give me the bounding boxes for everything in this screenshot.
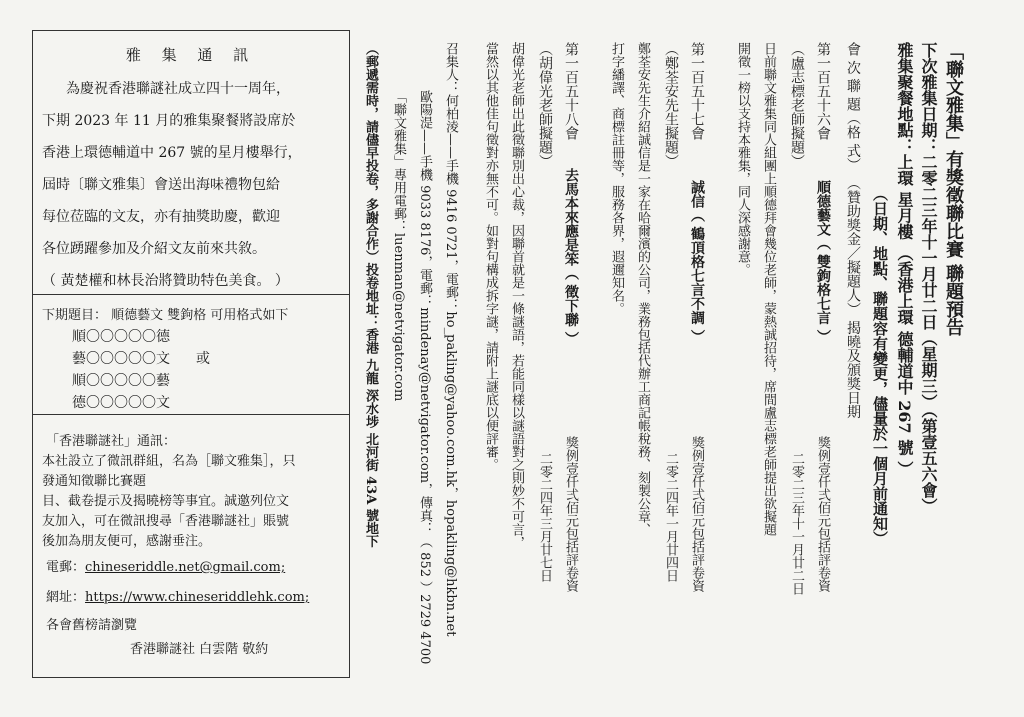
notice-line-5: 每位莅臨的文友，亦有抽獎助慶，歡迎 bbox=[42, 209, 280, 225]
club-line-6: 後加為朋友便可，感謝垂注。 bbox=[42, 534, 212, 549]
email-link[interactable]: chineseriddle.net@gmail.com; bbox=[85, 560, 286, 575]
session-157-topic: 誠信（ 鶴頂格七言不調 ） bbox=[689, 180, 705, 344]
session-157-by: （鄭荃安先生擬題） bbox=[663, 42, 679, 168]
signature: 香港聯謎社 白雲階 敬約 bbox=[130, 642, 269, 657]
notice-line-3: 香港上環德輔道中 267 號的星月樓舉行， bbox=[42, 145, 302, 161]
session-156-prize: 獎例壹仟弍佰元包括評卷資 bbox=[815, 436, 830, 592]
change-note: （日期、地點、聯題容有變更，儘量於一個月前通知） bbox=[871, 186, 889, 546]
notice-line-4: 屆時〔聯文雅集〕會送出海味禮物包給 bbox=[42, 177, 280, 193]
format-row-4: 德〇〇〇〇〇文 bbox=[72, 395, 170, 411]
format-row-2: 藝〇〇〇〇〇文 bbox=[72, 351, 170, 367]
club-line-2: 本社設立了微訊群組，名為［聯文雅集］，只 bbox=[42, 454, 296, 469]
session-158-text-2: 當然以其他佳句徵對亦無不可。如對句構成拆字謎，請附上謎底以便評審。 bbox=[483, 42, 498, 471]
web-link[interactable]: https://www.chineseriddlehk.com; bbox=[85, 590, 310, 605]
announcement-title: 「聯文雅集」有獎徵聯比賽 聯題預告 bbox=[943, 42, 964, 337]
email-row bbox=[46, 556, 285, 575]
session-157-text-2: 打字繙譯、商標註冊等，服務各界，遐邇知名。 bbox=[609, 42, 624, 315]
notice-line-6: 各位踴躍參加及介紹文友前來共敘。 bbox=[42, 241, 266, 257]
session-158-date: 二零二四年三月廿七日 bbox=[537, 452, 552, 582]
session-158-prize: 獎例壹仟弍佰元包括評卷資 bbox=[563, 436, 578, 592]
archive-note: 各會舊榜請瀏覽 bbox=[46, 618, 138, 633]
notice-line-1: 為慶祝香港聯謎社成立四十一周年， bbox=[66, 81, 290, 97]
session-156-date: 二零二三年十一月廿二日 bbox=[789, 452, 804, 595]
venue: 雅集聚餐地點：上環 星月樓 （香港上環 德輔道中 267 號 ） bbox=[895, 42, 914, 477]
session-158-text-1: 胡偉光老師出此徵聯別出心裁，因聯首就是一條謎語，若能同樣以謎語對之則妙不可言， bbox=[509, 42, 524, 549]
notice-line-7: （ 黃楚權和林長治將贊助特色美食。 ） bbox=[42, 273, 289, 289]
column-headers: 會 次 聯 題（格 式） （贊助獎金／擬題人） 揭曉及頒獎日期 bbox=[845, 42, 861, 419]
postal-address: （郵遞需時，請儘早投卷，多謝合作）投卷地址：香港 九龍 深水埗 北河街 43A 號地下 bbox=[363, 42, 378, 548]
divider-2 bbox=[32, 414, 350, 415]
session-157-date: 二零二四年一月廿四日 bbox=[663, 452, 678, 582]
email-label: 電郵： bbox=[46, 560, 86, 575]
club-line-5: 友加入，可在微訊搜尋「香港聯謎社」賬號 bbox=[42, 514, 290, 529]
format-row-1: 順〇〇〇〇〇德 bbox=[72, 329, 170, 345]
web-row bbox=[46, 586, 309, 605]
divider-1 bbox=[32, 294, 350, 295]
session-158-by: （胡偉光老師擬題） bbox=[537, 42, 553, 168]
club-line-1: 「香港聯謎社」通訊： bbox=[46, 434, 177, 449]
format-or: 或 bbox=[196, 351, 210, 367]
convenor-1: 召集人：何柏淩——手機 9416 0721，電郵：ho_pakling@yahoo.com.hk，hopakling@hkbn.net bbox=[443, 42, 458, 637]
dedicated-email: 「聯文雅集」專用電郵：luenman@netvigator.com bbox=[391, 90, 406, 402]
format-title: 下期題目： 順德藝文 雙鉤格 可用格式如下 bbox=[42, 308, 289, 323]
club-line-4: 目、截卷提示及揭曉榜等事宜。誠邀列位文 bbox=[42, 494, 290, 509]
club-line-3: 發通知徵聯比賽題 bbox=[42, 474, 147, 489]
web-label: 網址： bbox=[46, 590, 86, 605]
convenor-2: 歐陽湜——手機 9033 8176，電郵：mindenay@netvigator.com，傳真：（ 852 ）2729 4700 bbox=[417, 90, 432, 665]
session-156-topic: 順德藝文（ 雙鉤格七言 ） bbox=[815, 180, 831, 344]
notice-line-2: 下期 2023 年 11 月的雅集聚餐將設席於 bbox=[42, 113, 296, 129]
next-date: 下次雅集日期：二零二三年十一月廿二日（星期三）（第壹五六會） bbox=[919, 42, 938, 514]
notice-title: 雅 集 通 訊 bbox=[125, 46, 257, 64]
session-158-topic: 去馬本來應是笨（ 徵下聯 ） bbox=[563, 168, 579, 346]
session-157-prize: 獎例壹仟弍佰元包括評卷資 bbox=[689, 436, 704, 592]
session-157-text-1: 鄭荃安先生介紹誠信是一家在哈爾濱的公司，業務包括代辦工商記帳稅務、刻製公章、 bbox=[635, 42, 650, 536]
session-156-text-2: 開徵一榜以支持本雅集，同人深感謝意。 bbox=[735, 42, 750, 276]
session-156-text-1: 日前聯文雅集同人組團上順德拜會幾位老師，蒙熱誠招待，席間盧志標老師提出欲擬題 bbox=[761, 42, 776, 536]
session-156-title: 第一百五十六會 bbox=[815, 42, 831, 140]
session-157-title: 第一百五十七會 bbox=[689, 42, 705, 140]
session-158-title: 第一百五十八會 bbox=[563, 42, 579, 140]
session-156-by: （盧志標老師擬題） bbox=[789, 42, 805, 168]
format-row-3: 順〇〇〇〇〇藝 bbox=[72, 373, 170, 389]
